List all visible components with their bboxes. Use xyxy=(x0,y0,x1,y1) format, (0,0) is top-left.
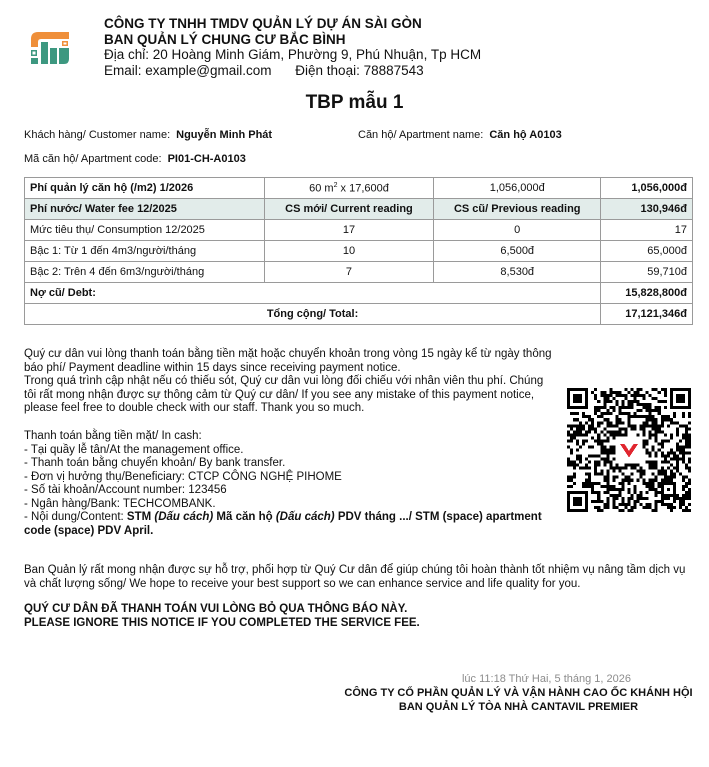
document-title: TBP mẫu 1 xyxy=(305,92,404,113)
company-phone: Điện thoại: 78887543 xyxy=(295,62,424,78)
cash-title: Thanh toán bằng tiền mặt/ In cash: xyxy=(24,430,202,442)
qr-center-logo-icon xyxy=(620,444,638,458)
water-row-col2: 17 xyxy=(264,220,434,241)
water-row xyxy=(25,241,693,262)
debt-row xyxy=(25,283,693,304)
debt-label: Nợ cũ/ Debt: xyxy=(25,283,601,304)
apartment-code-row xyxy=(24,153,246,165)
water-row-col3: 0 xyxy=(434,220,601,241)
company-name: CÔNG TY TNHH TMDV QUẢN LÝ DỰ ÁN SÀI GÒN xyxy=(104,16,422,31)
content-part: (Dấu cách) xyxy=(154,511,214,523)
water-fee-total: 130,946đ xyxy=(601,199,693,220)
company-email: Email: example@gmail.com xyxy=(104,62,272,78)
content-part: Mã căn hộ xyxy=(213,511,276,523)
management-area-sup: 2 xyxy=(333,181,338,189)
support-message: Ban Quản lý rất mong nhận được sự hỗ trợ, phối hợp từ Quý Cư dân để giúp chúng tôi hoàn thành tốt nhiệm vụ nâng tầm dịch vụ và chất lượng sống/ We hope to receive your best support so we can enhance service and life quality for you. xyxy=(24,564,686,590)
management-fee-total: 1,056,000đ xyxy=(601,178,693,199)
water-row-col4: 17 xyxy=(601,220,693,241)
management-rate: x 17,600đ xyxy=(337,182,389,195)
content-part: PDV tháng .../ STM (space) apartment code (space) PDV April. xyxy=(24,511,542,537)
signature-block xyxy=(330,672,707,714)
apartment-name-row xyxy=(358,129,562,141)
support-text xyxy=(24,564,694,591)
water-row-col3: 8,530đ xyxy=(434,262,601,283)
total-row xyxy=(25,304,693,325)
payment-qr-code xyxy=(567,388,691,512)
fee-table xyxy=(24,177,693,325)
water-row-col2: 7 xyxy=(264,262,434,283)
apartment-code-label: Mã căn hộ/ Apartment code: xyxy=(24,153,162,165)
transfer-content xyxy=(24,511,554,538)
ignore-notice-vi: QUÝ CƯ DÂN ĐÃ THANH TOÁN VUI LÒNG BỎ QUA THÔNG BÁO NÀY. xyxy=(24,603,408,615)
footer-board: BAN QUẢN LÝ TÒA NHÀ CANTAVIL PREMIER xyxy=(398,701,639,713)
payment-line: - Đơn vị hưởng thụ/Beneficiary: CTCP CÔNG NGHỆ PIHOME xyxy=(24,470,342,483)
management-fee-row xyxy=(25,178,693,199)
content-part: STM xyxy=(126,511,155,523)
apartment-name-value: Căn hộ A0103 xyxy=(489,129,562,141)
customer-name-label: Khách hàng/ Customer name: xyxy=(24,129,171,141)
water-row-col4: 65,000đ xyxy=(601,241,693,262)
previous-reading-header: CS cũ/ Previous reading xyxy=(434,199,601,220)
company-address: Địa chỉ: 20 Hoàng Minh Giám, Phường 9, Phú Nhuận, Tp HCM xyxy=(104,47,482,62)
management-area: 60 m xyxy=(309,182,334,195)
water-row-label: Bậc 2: Trên 4 đến 6m3/người/tháng xyxy=(25,262,265,283)
payment-notice xyxy=(24,348,554,416)
company-header xyxy=(104,16,481,78)
ignore-notice xyxy=(24,603,420,630)
payment-line: - Tại quầy lễ tân/At the management office. xyxy=(24,443,244,456)
payment-line: - Thanh toán bằng chuyển khoản/ By bank transfer. xyxy=(24,457,286,469)
company-logo xyxy=(29,29,71,67)
current-reading-header: CS mới/ Current reading xyxy=(264,199,434,220)
water-row-col2: 10 xyxy=(264,241,434,262)
payment-instructions xyxy=(24,430,554,538)
water-row xyxy=(25,262,693,283)
water-row-label: Mức tiêu thụ/ Consumption 12/2025 xyxy=(25,220,265,241)
water-fee-header-row xyxy=(25,199,693,220)
apartment-name-label: Căn hộ/ Apartment name: xyxy=(358,129,484,141)
payment-line: - Số tài khoản/Account number: 123456 xyxy=(24,484,227,496)
ignore-notice-en: PLEASE IGNORE THIS NOTICE IF YOU COMPLETED THE SERVICE FEE. xyxy=(24,616,420,629)
apartment-code-value: PI01-CH-A0103 xyxy=(167,153,246,165)
total-value: 17,121,346đ xyxy=(601,304,693,325)
deadline-notice: Quý cư dân vui lòng thanh toán bằng tiền mặt hoặc chuyển khoản trong vòng 15 ngày kể từ ngày thông báo phí/ Payment deadline within 15 days since receiving payment notice. xyxy=(24,348,552,374)
content-part: (Dấu cách) xyxy=(275,511,335,523)
management-fee-calc xyxy=(264,178,434,199)
water-row-col3: 6,500đ xyxy=(434,241,601,262)
issue-timestamp: lúc 11:18 Thứ Hai, 5 tháng 1, 2026 xyxy=(461,673,632,685)
total-label: Tổng cộng/ Total: xyxy=(25,304,601,325)
water-row-col4: 59,710đ xyxy=(601,262,693,283)
water-row-label: Bậc 1: Từ 1 đến 4m3/người/tháng xyxy=(25,241,265,262)
management-fee-subtotal: 1,056,000đ xyxy=(434,178,601,199)
debt-value: 15,828,800đ xyxy=(601,283,693,304)
water-fee-label: Phí nước/ Water fee 12/2025 xyxy=(25,199,265,220)
customer-name-value: Nguyễn Minh Phát xyxy=(176,129,273,141)
footer-company: CÔNG TY CỔ PHẦN QUẢN LÝ VÀ VẬN HÀNH CAO ỐC KHÁNH HỘI xyxy=(344,687,693,699)
customer-name-row xyxy=(24,129,272,141)
water-row xyxy=(25,220,693,241)
company-board: BAN QUẢN LÝ CHUNG CƯ BẮC BÌNH xyxy=(104,31,346,47)
management-fee-label: Phí quản lý căn hộ (/m2) 1/2026 xyxy=(25,178,265,199)
content-prefix: - Nội dung/Content: xyxy=(24,511,127,523)
check-notice: Trong quá trình cập nhật nếu có thiếu sót, Quý cư dân vui lòng đối chiếu với nhân viên thu phí. Chúng tôi rất mong nhận được sự thông cảm từ Quý cư dân/ If you see any mistake of this payment notice, please feel free to double check with our staff. Thank you so much. xyxy=(24,375,544,414)
payment-line: - Ngân hàng/Bank: TECHCOMBANK. xyxy=(24,497,216,510)
